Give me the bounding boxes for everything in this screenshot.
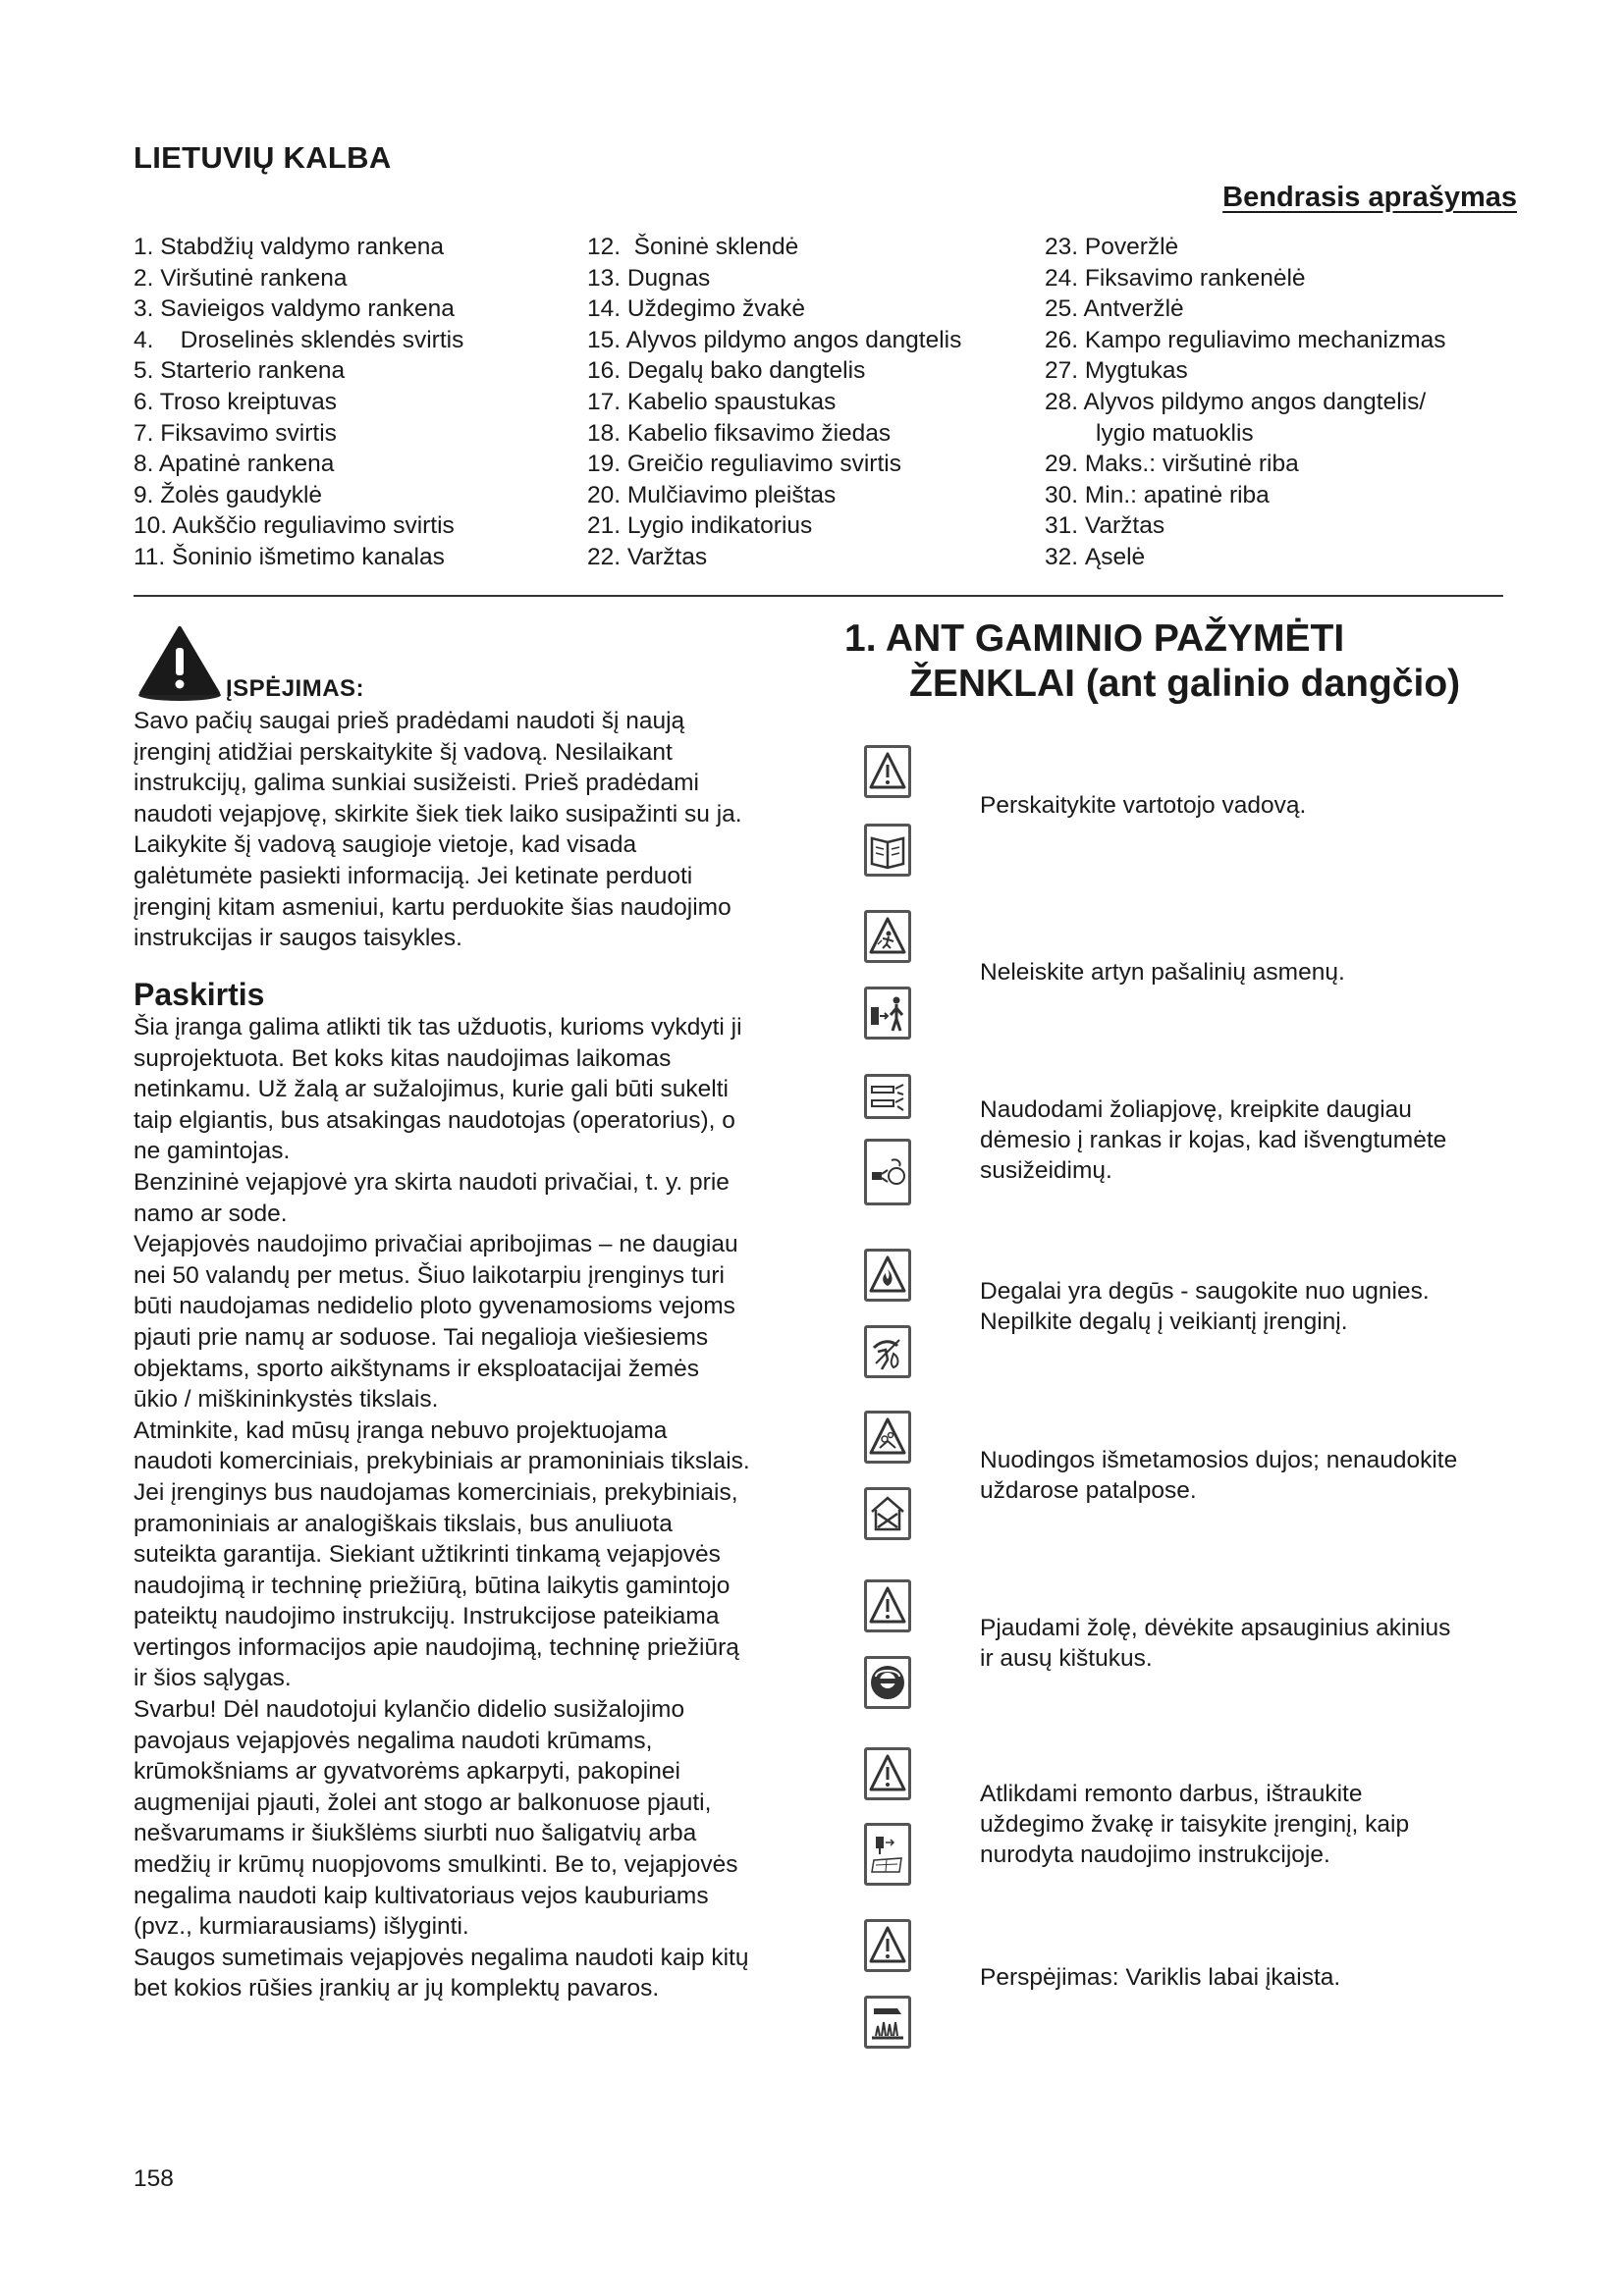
parts-list-item: 25. Antveržlė bbox=[1045, 295, 1184, 323]
parts-list-item: 20. Mulčiavimo pleištas bbox=[587, 481, 837, 508]
purpose-line: namo ar sode. bbox=[134, 1200, 288, 1227]
purpose-line: būti naudojamas nedidelio ploto gyvenamosioms vejoms bbox=[134, 1293, 735, 1320]
purpose-line: vertingos informacijos apie naudojimą, techninę priežiūrą bbox=[134, 1633, 739, 1661]
warning-triangle-icon bbox=[864, 1747, 911, 1800]
purpose-line: ir šios sąlygas. bbox=[134, 1665, 292, 1692]
symbol-description-line: Nuodingos išmetamosios dujos; nenaudokite bbox=[980, 1447, 1458, 1473]
parts-list-item: 4. Droselinės sklendės svirtis bbox=[134, 326, 464, 353]
symbol-description-line: Naudodami žoliapjovę, kreipkite daugiau bbox=[980, 1096, 1412, 1123]
symbol-description-line: Atlikdami remonto darbus, ištraukite bbox=[980, 1781, 1363, 1807]
purpose-line: objektams, sporto aikštynams ir eksploatacijai žemės bbox=[134, 1355, 699, 1382]
purpose-line: netinkamu. Už žalą ar sužalojimus, kurie gali būti sukelti bbox=[134, 1076, 729, 1103]
parts-list-item: 11. Šoninio išmetimo kanalas bbox=[134, 543, 445, 570]
parts-list-item: 31. Varžtas bbox=[1045, 512, 1165, 540]
parts-list-column-2 bbox=[587, 232, 961, 573]
symbol-description bbox=[980, 1779, 1510, 1870]
warning-triangle-icon bbox=[864, 1919, 911, 1972]
warning-label: ĮSPĖJIMAS: bbox=[226, 675, 365, 702]
symbol-description bbox=[980, 1095, 1510, 1186]
symbol-description bbox=[980, 1613, 1510, 1674]
symbol-description-line: Neleiskite artyn pašalinių asmenų. bbox=[980, 959, 1345, 986]
parts-list-item: 14. Uždegimo žvakė bbox=[587, 295, 805, 323]
purpose-text bbox=[134, 1012, 791, 2004]
parts-list-item: 23. Poveržlė bbox=[1045, 234, 1179, 260]
warning-triangle-icon bbox=[137, 624, 222, 703]
symbol-description-line: dėmesio į rankas ir kojas, kad išvengtumėte bbox=[980, 1127, 1447, 1153]
warning-line: naudoti vejapjovę, skirkite šiek tiek laiko susipažinti su ja. bbox=[134, 800, 742, 828]
parts-list-item: 3. Savieigos valdymo rankena bbox=[134, 295, 455, 323]
purpose-line: Benzininė vejapjovė yra skirta naudoti privačiai, t. y. prie bbox=[134, 1168, 730, 1196]
warning-triangle-icon bbox=[864, 1579, 911, 1632]
symbol-description-line: ir ausų kištukus. bbox=[980, 1645, 1153, 1672]
parts-list-item-continuation: lygio matuoklis bbox=[1096, 419, 1254, 447]
purpose-line: ūkio / miškininkystės tikslais. bbox=[134, 1386, 439, 1414]
parts-list-item: 30. Min.: apatinė riba bbox=[1045, 481, 1270, 508]
parts-list-item: 18. Kabelio fiksavimo žiedas bbox=[587, 419, 892, 447]
purpose-heading: Paskirtis bbox=[134, 977, 265, 1012]
purpose-line: suprojektuota. Bet koks kitas naudojimas laikomas bbox=[134, 1044, 672, 1072]
blade-cut-hazard-icon bbox=[864, 1139, 911, 1205]
parts-list-item: 17. Kabelio spaustukas bbox=[587, 388, 837, 415]
purpose-line: pavojaus vejapjovės negalima naudoti krūmams, bbox=[134, 1727, 653, 1754]
purpose-line: suteikta garantija. Siekiant užtikrinti tinkamą vejapjovės bbox=[134, 1541, 721, 1569]
purpose-line: krūmokšniams ar gyvatvorėms apkarpyti, pakopinei bbox=[134, 1758, 680, 1786]
parts-list-item: 22. Varžtas bbox=[587, 543, 708, 570]
product-marks-heading-line-2: ŽENKLAI (ant galinio dangčio) bbox=[909, 663, 1461, 705]
symbol-description-line: susižeidimų. bbox=[980, 1157, 1112, 1184]
symbol-description-line: Degalai yra degūs - saugokite nuo ugnies. bbox=[980, 1278, 1430, 1305]
parts-list-item: 1. Stabdžių valdymo rankena bbox=[134, 234, 444, 260]
parts-list-item: 9. Žolės gaudyklė bbox=[134, 481, 323, 508]
purpose-line: (pvz., kurmiarausiams) išlyginti. bbox=[134, 1913, 469, 1941]
symbol-description-line: Perspėjimas: Variklis labai įkaista. bbox=[980, 1964, 1341, 1991]
parts-list-item: 27. Mygtukas bbox=[1045, 357, 1188, 385]
parts-list-item: 28. Alyvos pildymo angos dangtelis/ bbox=[1045, 388, 1427, 415]
symbol-description-line: Nepilkite degalų į veikiantį įrenginį. bbox=[980, 1308, 1348, 1335]
purpose-line: augmenijai pjauti, žolei ant stogo ar balkonuose pjauti, bbox=[134, 1789, 712, 1816]
purpose-line: medžių ir krūmų nuopjovoms smulkinti. Be to, vejapjovės bbox=[134, 1851, 738, 1879]
purpose-line: Šia įranga galima atlikti tik tas užduotis, kurioms vykdyti ji bbox=[134, 1014, 742, 1041]
disconnect-spark-plug-icon bbox=[864, 1823, 911, 1886]
keep-bystanders-away-icon bbox=[864, 987, 911, 1040]
parts-list-item: 32. Ąselė bbox=[1045, 543, 1146, 570]
warning-line: instrukcijų, galima sunkiai susižeisti. Prieš pradėdami bbox=[134, 770, 699, 797]
purpose-line: Jei įrenginys bus naudojamas komerciniais, prekybiniais, bbox=[134, 1478, 738, 1506]
warning-text bbox=[134, 706, 791, 954]
parts-list-item: 2. Viršutinė rankena bbox=[134, 264, 348, 292]
parts-list-item: 8. Apatinė rankena bbox=[134, 451, 335, 478]
parts-list-item: 19. Greičio reguliavimo svirtis bbox=[587, 451, 901, 478]
purpose-line: bet kokios rūšies įrankių ar jų komplektų pavaros. bbox=[134, 1975, 660, 2002]
parts-list-column-1 bbox=[134, 232, 463, 573]
purpose-line: pateiktų naudojimo instrukcijų. Instrukcijose pateikiama bbox=[134, 1603, 720, 1630]
parts-list-item: 26. Kampo reguliavimo mechanizmas bbox=[1045, 326, 1446, 353]
general-description-section bbox=[0, 182, 1517, 214]
parts-list-column-3 bbox=[1045, 232, 1446, 573]
toxic-fumes-triangle-icon bbox=[864, 1411, 911, 1464]
parts-list-item: 21. Lygio indikatorius bbox=[587, 512, 813, 540]
no-enclosed-spaces-icon bbox=[864, 1487, 911, 1540]
parts-list-item: 15. Alyvos pildymo angos dangtelis bbox=[587, 326, 962, 353]
warning-line: galėtumėte pasiekti informaciją. Jei ketinate perduoti bbox=[134, 862, 693, 889]
warning-line: Savo pačių saugai prieš pradėdami naudoti šį naują bbox=[134, 708, 685, 734]
parts-list-item: 6. Troso kreiptuvas bbox=[134, 388, 337, 415]
purpose-line: ne gamintojas. bbox=[134, 1138, 291, 1165]
page-number: 158 bbox=[134, 2165, 174, 2192]
purpose-line: negalima naudoti kaip kultivatoriaus vejos kauburiams bbox=[134, 1882, 709, 1909]
purpose-line: naudojimą ir techninę priežiūrą, būtina laikytis gamintojo bbox=[134, 1572, 731, 1599]
purpose-line: pjauti prie namų ar soduose. Tai negalioja viešiesiems bbox=[134, 1323, 709, 1351]
purpose-line: Atminkite, kad mūsų įranga nebuvo projektuojama bbox=[134, 1416, 668, 1444]
symbol-description bbox=[980, 1276, 1510, 1337]
warning-line: įrenginį kitam asmeniui, kartu perduokite šias naudojimo bbox=[134, 893, 731, 921]
parts-list-item: 29. Maks.: viršutinė riba bbox=[1045, 451, 1299, 478]
symbol-description-line: Pjaudami žolę, dėvėkite apsauginius akinius bbox=[980, 1615, 1451, 1641]
parts-list-item: 13. Dugnas bbox=[587, 264, 711, 292]
parts-list-item: 16. Degalų bako dangtelis bbox=[587, 357, 866, 385]
parts-list-item: 10. Aukščio reguliavimo svirtis bbox=[134, 512, 455, 540]
purpose-line: pramoniniais ar analogiškais tikslais, bus anuliuota bbox=[134, 1510, 673, 1537]
warning-line: instrukcijas ir saugos taisykles. bbox=[134, 925, 462, 952]
purpose-line: Svarbu! Dėl naudotojui kylančio didelio susižalojimo bbox=[134, 1696, 685, 1724]
symbol-description-line: uždarose patalpose. bbox=[980, 1477, 1197, 1504]
warning-line: įrenginį atidžiai perskaitykite šį vadovą. Nesilaikant bbox=[134, 738, 673, 766]
general-description-title: Bendrasis aprašymas bbox=[1222, 182, 1517, 213]
section-divider bbox=[134, 595, 1503, 597]
symbol-description-line: nurodyta naudojimo instrukcijoje. bbox=[980, 1842, 1330, 1868]
symbol-description bbox=[980, 1445, 1510, 1506]
purpose-line: nešvarumams ir šiukšlėms siurbti nuo šaligatvių arba bbox=[134, 1820, 697, 1847]
eye-ear-protection-icon bbox=[864, 1656, 911, 1709]
warning-line: Laikykite šį vadovą saugioje vietoje, kad visada bbox=[134, 831, 637, 859]
hot-surface-icon bbox=[864, 1996, 911, 2049]
read-manual-icon bbox=[864, 824, 911, 877]
parts-list-item: 7. Fiksavimo svirtis bbox=[134, 419, 337, 447]
flammable-fuel-icon bbox=[864, 1325, 911, 1378]
purpose-line: naudoti komerciniais, prekybiniais ar pramoniniais tikslais. bbox=[134, 1448, 750, 1475]
purpose-line: Vejapjovės naudojimo privačiai apribojimas – ne daugiau bbox=[134, 1231, 738, 1258]
product-marks-heading bbox=[844, 616, 1512, 707]
fire-hazard-triangle-icon bbox=[864, 1249, 911, 1302]
purpose-line: taip elgiantis, bus atsakingas naudotojas (operatorius), o bbox=[134, 1106, 735, 1134]
symbol-description bbox=[980, 957, 1510, 988]
warning-triangle-icon bbox=[864, 745, 911, 798]
parts-list-item: 5. Starterio rankena bbox=[134, 357, 346, 385]
symbol-description-line: Perskaitykite vartotojo vadovą. bbox=[980, 792, 1307, 819]
parts-list-item: 24. Fiksavimo rankenėlė bbox=[1045, 264, 1306, 292]
warning-triangle-icon bbox=[864, 910, 911, 963]
symbol-description-line: uždegimo žvakę ir taisykite įrenginį, kaip bbox=[980, 1811, 1410, 1838]
parts-list-item: 12. Šoninė sklendė bbox=[587, 234, 799, 260]
language-heading: LIETUVIŲ KALBA bbox=[134, 140, 392, 175]
symbol-description bbox=[980, 790, 1510, 821]
purpose-line: nei 50 valandų per metus. Šiuo laikotarpiu įrenginys turi bbox=[134, 1261, 725, 1289]
purpose-line: Saugos sumetimais vejapjovės negalima naudoti kaip kitų bbox=[134, 1944, 749, 1971]
hands-feet-blade-icon bbox=[864, 1074, 911, 1119]
symbol-description bbox=[980, 1962, 1510, 1993]
product-marks-heading-line-1: 1. ANT GAMINIO PAŽYMĖTI bbox=[844, 617, 1345, 660]
